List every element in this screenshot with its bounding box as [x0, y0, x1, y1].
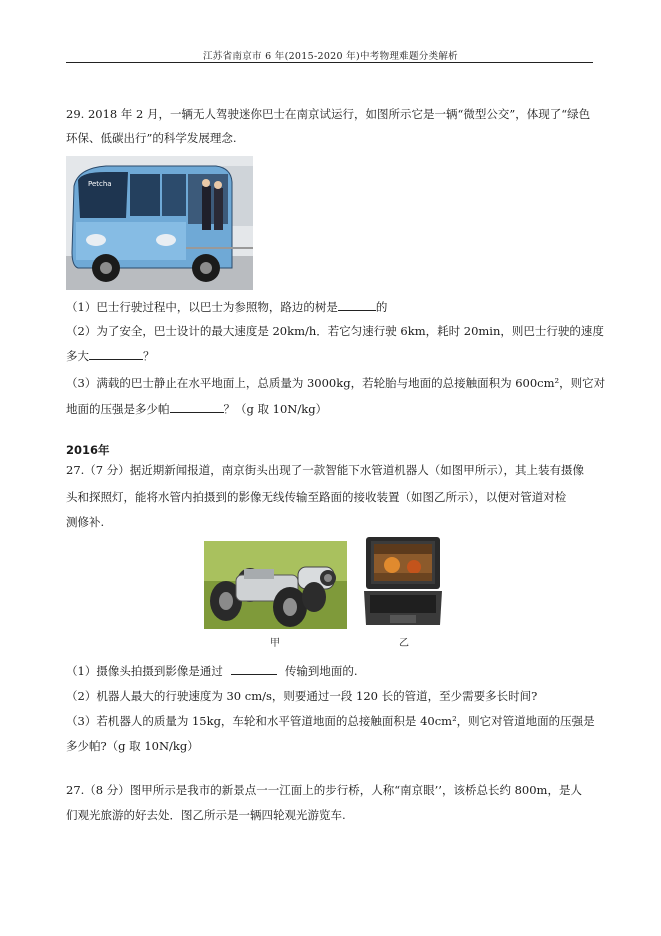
q27a-part-1	[66, 662, 357, 679]
bus-photo	[66, 156, 253, 290]
q29-part-3-text: 地面的压强是多少帕	[66, 402, 170, 416]
caption-yi: 乙	[399, 638, 409, 649]
q27b-line-1: 27.（8 分）图甲所示是我市的新景点一一江面上的步行桥，人称“南京眼’’，该桥总长约 800m，是人	[66, 783, 582, 797]
q29-part-2-line-1: （2）为了安全，巴士设计的最大速度是 20km/h．若它匀速行驶 6km，耗时 20min，则巴士行驶的速度	[66, 324, 604, 338]
section-year-2016: 2016年	[66, 443, 110, 457]
q27a-line-1: 27.（7 分）据近期新闻报道，南京街头出现了一款智能下水管道机器人（如图甲所示），其上装有摄像	[66, 463, 585, 477]
header-title: 江苏省南京市 6 年(2015-2020 年)中考物理难题分类解析	[203, 51, 458, 62]
q29-part-3-line-1: （3）满载的巴士静止在水平地面上，总质量为 3000kg，若轮胎与地面的总接触面积为 600cm²，则它对	[66, 376, 606, 390]
q27a-part-1-blank	[231, 662, 277, 675]
q27a-part-3-line-2: 多少帕?（g 取 10N/kg）	[66, 739, 199, 753]
q27a-line-3: 测修补.	[66, 515, 105, 529]
q29-part-3-end: ？（g 取 10N/kg）	[223, 402, 328, 416]
q27b-line-2: 们观光旅游的好去处．图乙所示是一辆四轮观光游览车.	[66, 808, 346, 822]
q27a-part-1-end: 传输到地面的.	[284, 664, 358, 678]
laptop-photo	[362, 535, 444, 629]
header-rule	[66, 62, 593, 63]
q29-part-1	[66, 298, 387, 315]
q29-part-2-end: ？	[143, 349, 155, 363]
bus-logo-text: Petcha	[88, 180, 112, 188]
q29-part-1-text: （1）巴士行驶过程中，以巴士为参照物，路边的树是	[66, 300, 338, 314]
q29-line-2: 环保、低碳出行”的科学发展理念.	[66, 131, 237, 145]
q27a-part-2: （2）机器人最大的行驶速度为 30 cm/s，则要通过一段 120 长的管道，至少需要多长时间?	[66, 689, 538, 703]
q27a-part-3-line-1: （3）若机器人的质量为 15kg，车轮和水平管道地面的总接触面积是 40cm²，则它对管道地面的压强是	[66, 714, 595, 728]
robot-photo	[204, 541, 347, 629]
robot-illustration	[204, 541, 347, 629]
q29-part-1-blank	[338, 298, 376, 311]
caption-jia: 甲	[270, 638, 280, 649]
laptop-illustration	[362, 535, 444, 629]
q27a-part-1-text: （1）摄像头拍摄到影像是通过	[66, 664, 223, 678]
q29-part-2-line-2	[66, 347, 155, 364]
q29-part-3-blank	[170, 400, 224, 413]
q29-part-2-blank	[89, 347, 143, 360]
bus-illustration	[66, 156, 253, 290]
q29-part-3-line-2	[66, 400, 327, 417]
q29-part-1-end: 的	[375, 300, 388, 314]
q27a-line-2: 头和探照灯，能将水管内拍摄到的影像无线传输至路面的接收装置（如图乙所示），以便对管道对检	[66, 490, 567, 504]
q29-line-1: 29. 2018 年 2 月，一辆无人驾驶迷你巴士在南京试运行，如图所示它是一辆“微型公交”，体现了“绿色	[66, 107, 591, 121]
q29-part-2-text: 多大	[66, 349, 89, 363]
